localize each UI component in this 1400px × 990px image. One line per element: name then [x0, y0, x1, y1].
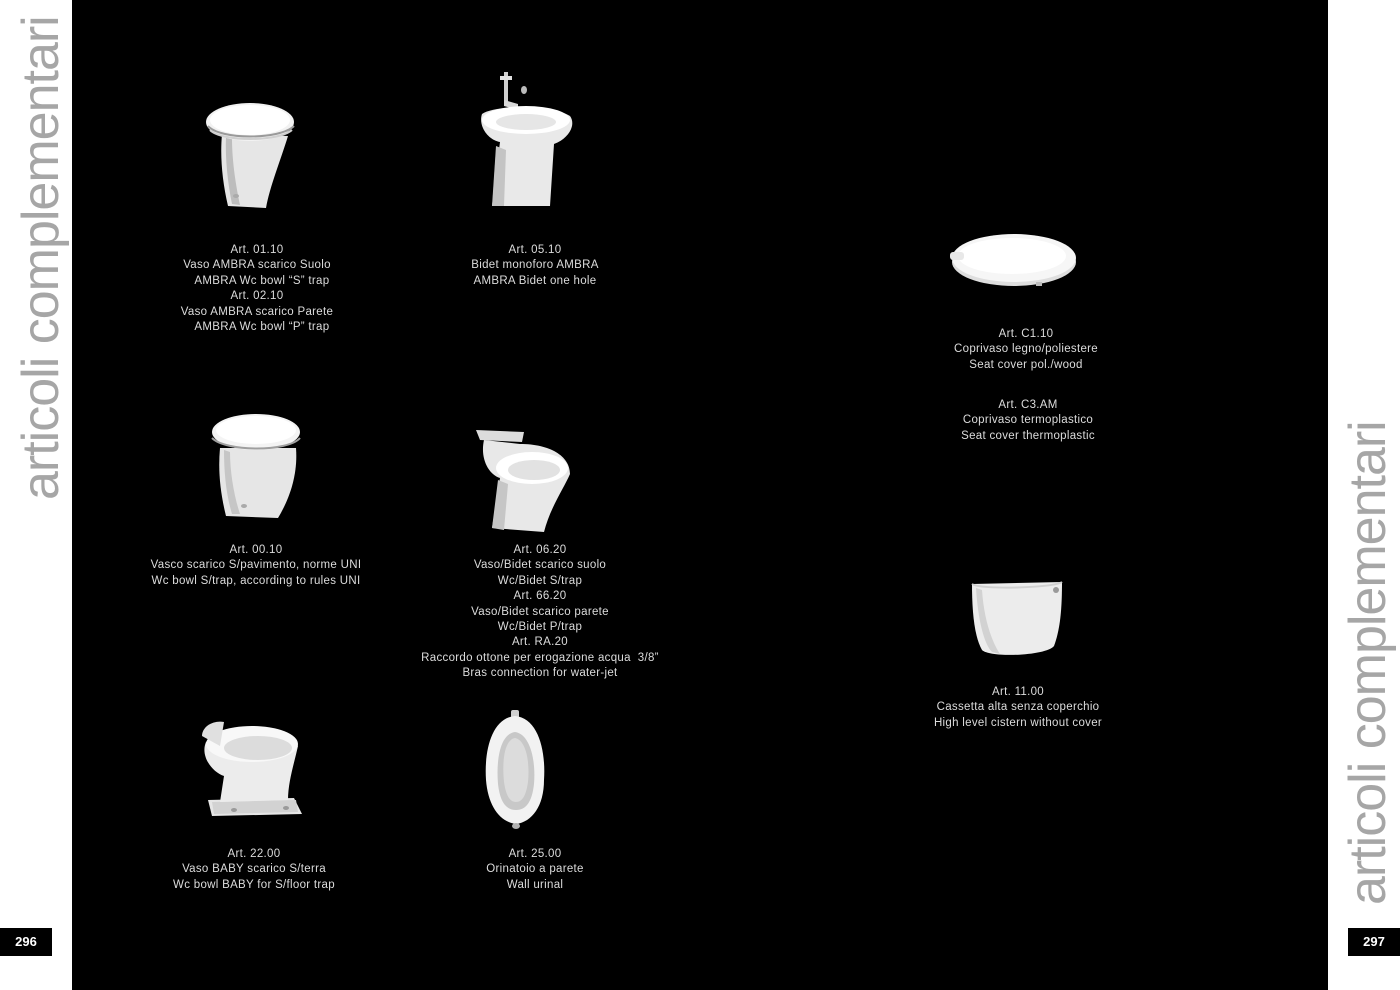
caption-line: Art. 05.10 [508, 244, 562, 256]
caption-art-c1-10 [954, 327, 1098, 373]
caption-art-11-00 [934, 685, 1102, 731]
caption-line: Vaso AMBRA scarico Suolo [183, 259, 331, 272]
caption-line: Art. 25.00 [508, 848, 562, 860]
caption-line: Wc/Bidet S/trap [497, 574, 583, 587]
toilet-seat-cover-icon [946, 226, 1080, 290]
caption-line: Art. 02.10 [230, 290, 284, 303]
caption-line: Orinatoio a parete [486, 863, 584, 876]
caption-line: AMBRA Bidet one hole [473, 274, 597, 287]
caption-line: Coprivaso termoplastico [962, 414, 1094, 427]
caption-line: AMBRA Wc bowl “P” trap [184, 321, 330, 334]
caption-art-00-10 [151, 543, 362, 589]
caption-line: Art. 22.00 [227, 848, 281, 860]
floor-toilet-with-seat-icon [208, 412, 304, 524]
caption-art-06-20 [421, 543, 659, 682]
baby-toilet-icon [198, 716, 304, 824]
caption-line: AMBRA Wc bowl “S” trap [184, 274, 330, 287]
page-number-right: 297 [1348, 928, 1400, 956]
caption-line: Art. 01.10 [230, 244, 284, 256]
caption-line: Bras connection for water-jet [462, 667, 618, 680]
caption-line: Art. 00.10 [229, 544, 283, 556]
caption-line: Art. 11.00 [991, 686, 1044, 698]
caption-line: Vaso BABY scarico S/terra [182, 863, 326, 876]
caption-art-c3-am [961, 398, 1095, 444]
caption-line: Vaso AMBRA scarico Parete [180, 305, 334, 318]
caption-line: Art. 66.20 [513, 590, 567, 603]
toilet-bidet-open-lid-icon [470, 428, 576, 536]
caption-line: High level cistern without cover [933, 716, 1103, 729]
caption-line: Seat cover pol./wood [969, 358, 1083, 371]
caption-line: Art. RA.20 [511, 636, 569, 649]
caption-line: Wc/Bidet P/trap [497, 621, 583, 634]
caption-line: Wc bowl BABY for S/floor trap [173, 878, 335, 891]
bidet-with-tap-icon [474, 70, 578, 212]
caption-line: Art. C1.10 [998, 328, 1054, 340]
caption-line: Art. C3.AM [998, 399, 1058, 411]
side-title-right: articoli complementari [1339, 421, 1397, 905]
caption-art-25-00 [486, 847, 583, 893]
caption-line: Bidet monoforo AMBRA [471, 259, 599, 272]
caption-line: Vaso/Bidet scarico suolo [473, 559, 607, 572]
caption-line: Coprivaso legno/poliestere [954, 343, 1098, 356]
wall-cistern-icon [970, 580, 1066, 660]
floor-toilet-with-seat-icon [200, 96, 300, 212]
caption-line: Vasco scarico S/pavimento, norme UNI [150, 559, 362, 572]
page-number-left: 296 [0, 928, 52, 956]
caption-line: Vaso/Bidet scarico parete [471, 605, 609, 618]
caption-line: Raccordo ottone per erogazione acqua 3/8” [421, 651, 659, 664]
caption-line: Art. 06.20 [513, 544, 567, 556]
caption-line: Seat cover thermoplastic [961, 429, 1095, 442]
caption-line: Wall urinal [506, 878, 564, 891]
side-title-left: articoli complementari [12, 16, 70, 500]
caption-art-22-00 [173, 847, 335, 893]
caption-line: Wc bowl S/trap, according to rules UNI [151, 574, 361, 587]
wall-urinal-icon [482, 710, 548, 830]
caption-art-05-10 [471, 243, 598, 289]
caption-art-01-10 [181, 243, 333, 335]
caption-line: Cassetta alta senza coperchio [936, 701, 1100, 714]
